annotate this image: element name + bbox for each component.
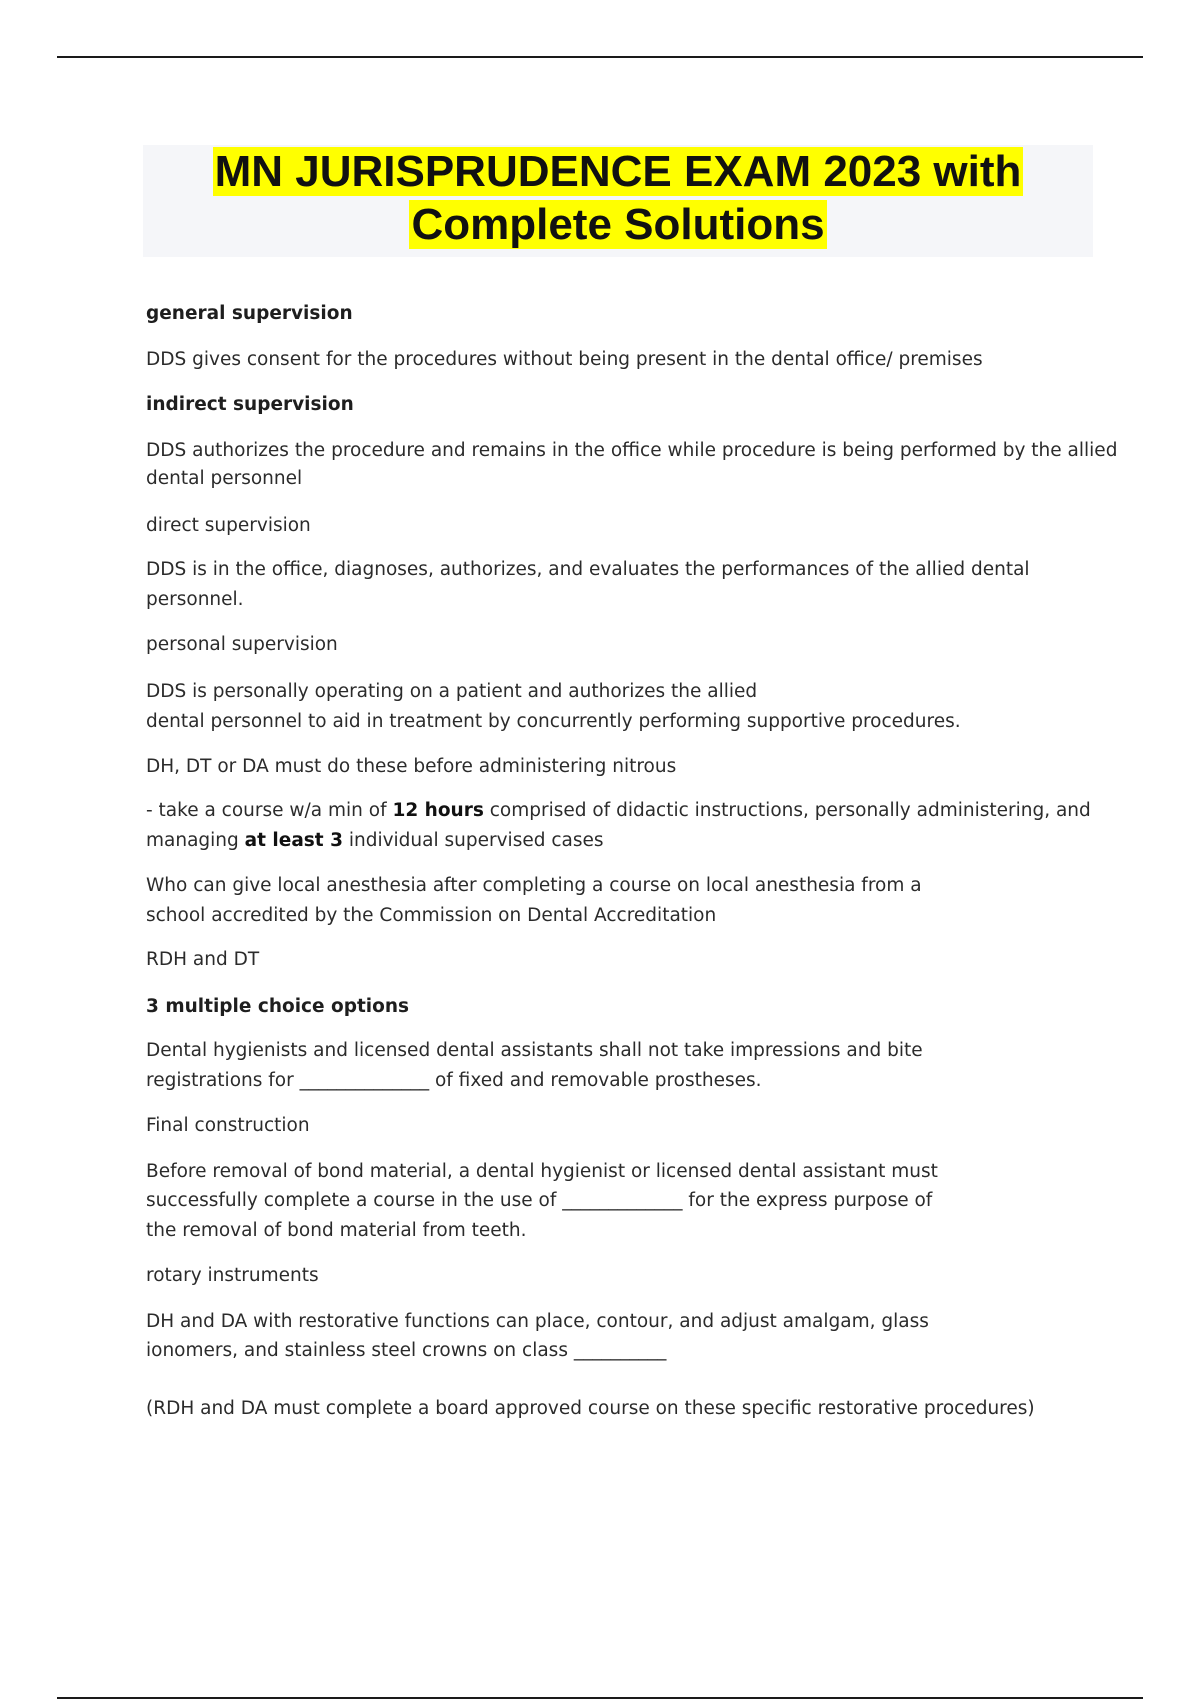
question-nitrous: DH, DT or DA must do these before administering nitrous <box>146 756 677 777</box>
page-title-part-1: MN JURISPRUDENCE EXAM 2023 with <box>214 147 1022 196</box>
top-rule <box>57 56 1143 58</box>
answer-nitrous-text-c: comprised of didactic instructions, personally administering, and <box>483 800 1091 821</box>
answer-nitrous-line-1 <box>146 799 1091 823</box>
title-line-1 <box>143 145 1093 198</box>
page-title-part-2: Complete Solutions <box>411 200 825 249</box>
definition-indirect-supervision-line-2: dental personnel <box>146 468 303 489</box>
term-general-supervision: general supervision <box>146 303 353 324</box>
bottom-rule <box>57 1697 1143 1699</box>
question-bond-material-line-3: the removal of bond material from teeth. <box>146 1220 527 1241</box>
question-impressions-line-2: registrations for ______________ of fixed and removable prostheses. <box>146 1070 762 1091</box>
question-restorative-line-2: ionomers, and stainless steel crowns on class __________ <box>146 1340 667 1361</box>
question-local-anesthesia-line-2: school accredited by the Commission on Dental Accreditation <box>146 905 717 926</box>
question-multiple-choice: 3 multiple choice options <box>146 996 410 1017</box>
definition-personal-supervision-line-2: dental personnel to aid in treatment by concurrently performing supportive procedures. <box>146 711 961 732</box>
term-personal-supervision: personal supervision <box>146 634 338 655</box>
note-restorative-course: (RDH and DA must complete a board approved course on these specific restorative procedures) <box>146 1398 1035 1419</box>
question-bond-material-line-1: Before removal of bond material, a dental hygienist or licensed dental assistant must <box>146 1161 938 1182</box>
question-local-anesthesia-line-1: Who can give local anesthesia after completing a course on local anesthesia from a <box>146 875 922 896</box>
definition-general-supervision: DDS gives consent for the procedures without being present in the dental office/ premises <box>146 349 983 370</box>
answer-impressions: Final construction <box>146 1115 310 1136</box>
definition-personal-supervision-line-1: DDS is personally operating on a patient and authorizes the allied <box>146 681 758 702</box>
answer-nitrous-line-2 <box>146 829 604 853</box>
question-restorative-line-1: DH and DA with restorative functions can place, contour, and adjust amalgam, glass <box>146 1311 929 1332</box>
answer-local-anesthesia: RDH and DT <box>146 949 260 970</box>
answer-nitrous-text-e: individual supervised cases <box>342 830 604 851</box>
term-indirect-supervision: indirect supervision <box>146 394 354 415</box>
answer-nitrous-text-d: managing <box>146 830 245 851</box>
definition-direct-supervision-line-1: DDS is in the office, diagnoses, authorizes, and evaluates the performances of the allied dental <box>146 559 1030 580</box>
title-line-2 <box>143 198 1093 251</box>
definition-indirect-supervision-line-1: DDS authorizes the procedure and remains in the office while procedure is being performed by the allied <box>146 440 1118 461</box>
answer-nitrous-text-a: - take a course w/a min of <box>146 800 393 821</box>
definition-direct-supervision-line-2: personnel. <box>146 589 244 610</box>
title-box <box>143 145 1093 257</box>
answer-nitrous-hours: 12 hours <box>392 800 484 821</box>
question-impressions-line-1: Dental hygienists and licensed dental assistants shall not take impressions and bite <box>146 1040 923 1061</box>
term-direct-supervision: direct supervision <box>146 515 311 536</box>
question-bond-material-line-2: successfully complete a course in the use of _____________ for the express purpose of <box>146 1190 933 1211</box>
answer-bond-material: rotary instruments <box>146 1265 319 1286</box>
answer-nitrous-cases: at least 3 <box>244 830 343 851</box>
